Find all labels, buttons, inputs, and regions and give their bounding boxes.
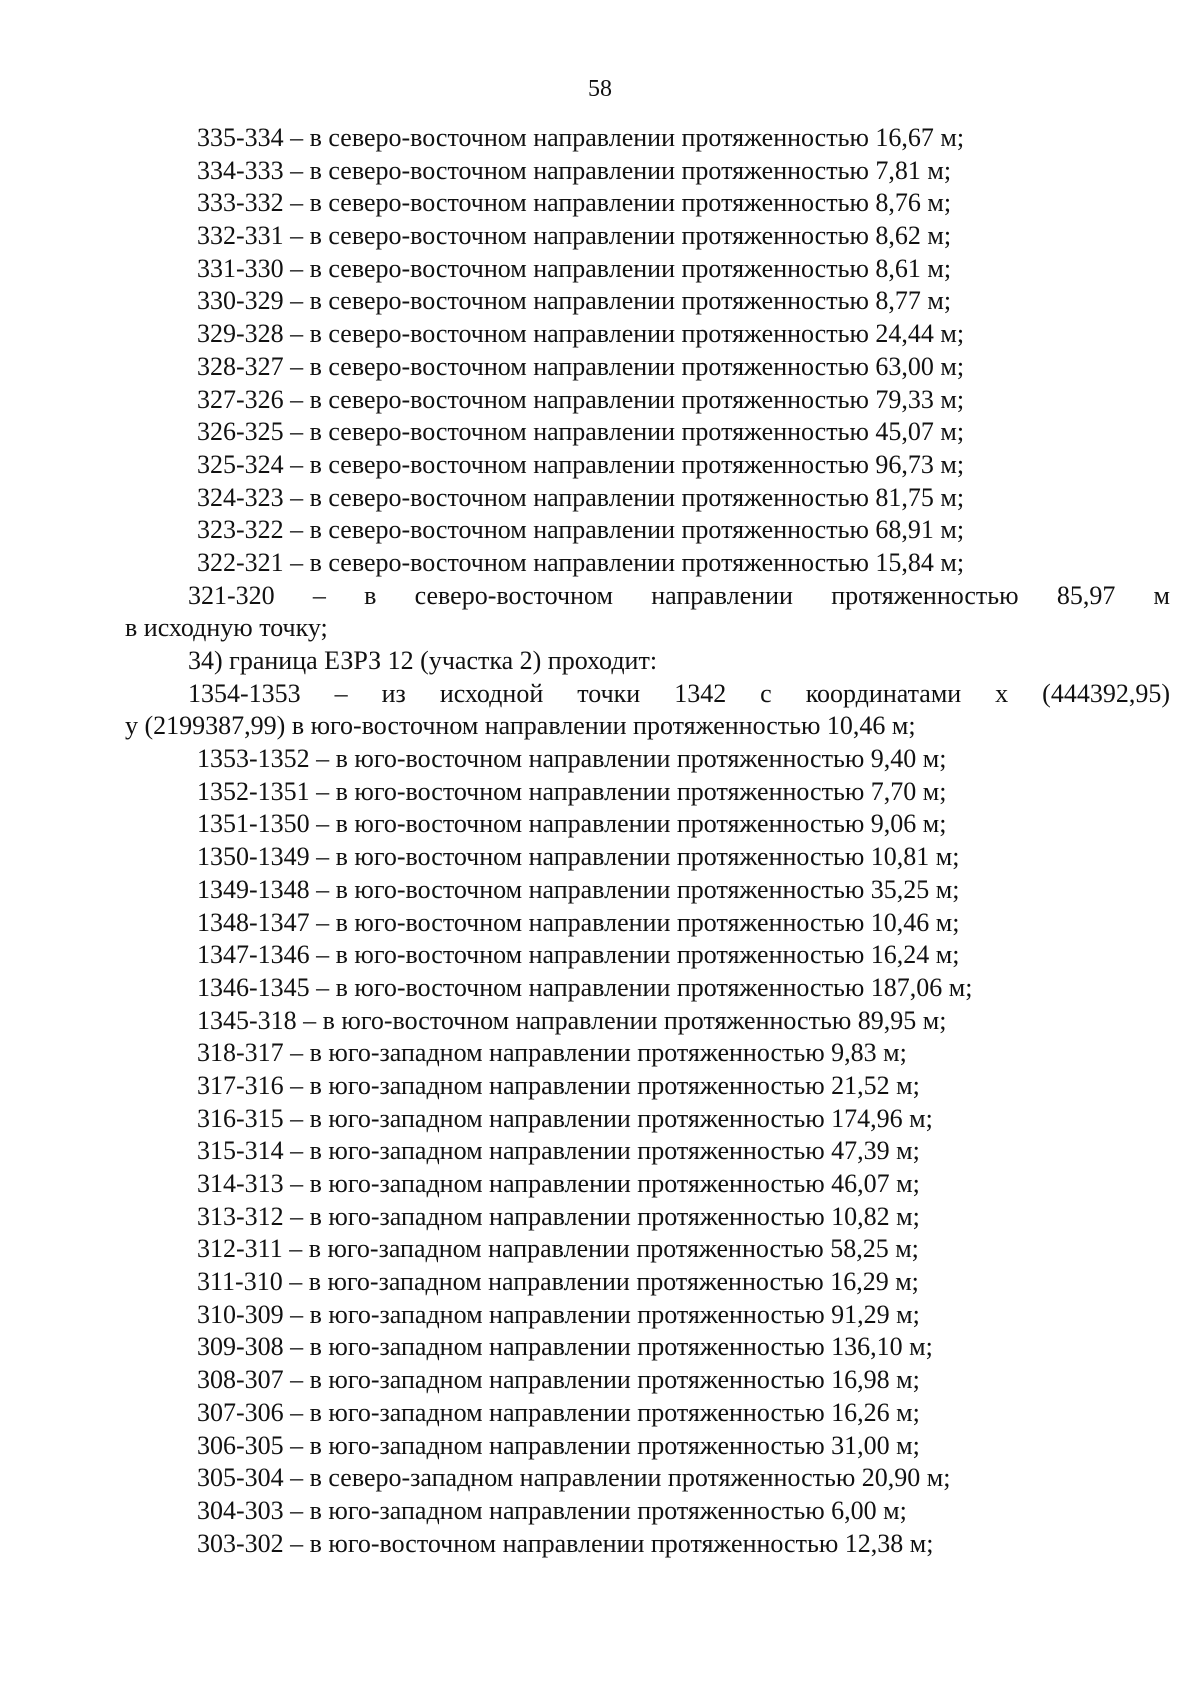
segment-list-northeast bbox=[125, 122, 1170, 580]
segment-line: 332-331 – в северо-восточном направлении протяженностью 8,62 м; bbox=[197, 221, 952, 251]
segment-line: 1353-1352 – в юго-восточном направлении протяженностью 9,40 м; bbox=[197, 744, 947, 774]
segment-line: 1349-1348 – в юго-восточном направлении протяженностью 35,25 м; bbox=[197, 874, 960, 904]
segment-line: 327-326 – в северо-восточном направлении протяженностью 79,33 м; bbox=[197, 384, 965, 414]
segment-line: 307-306 – в юго-западном направлении протяженностью 16,26 м; bbox=[197, 1397, 920, 1427]
segment-line-321-320 bbox=[125, 580, 1170, 613]
segment-line: 331-330 – в северо-восточном направлении протяженностью 8,61 м; bbox=[197, 253, 952, 283]
segment-line: 318-317 – в юго-западном направлении протяженностью 9,83 м; bbox=[197, 1038, 907, 1068]
segment-line: 329-328 – в северо-восточном направлении протяженностью 24,44 м; bbox=[197, 319, 965, 349]
segment-word: точки bbox=[577, 678, 641, 708]
segment-line: 323-322 – в северо-восточном направлении протяженностью 68,91 м; bbox=[197, 515, 965, 545]
segment-continuation: в исходную точку; bbox=[125, 613, 328, 643]
segment-line: 334-333 – в северо-восточном направлении протяженностью 7,81 м; bbox=[197, 155, 952, 185]
segment-word: исходной bbox=[439, 678, 544, 708]
segment-word: направлении bbox=[651, 580, 793, 610]
segment-word: с bbox=[760, 678, 772, 708]
section-heading: 34) граница ЕЗРЗ 12 (участка 2) проходит: bbox=[188, 646, 658, 675]
segment-line: 306-305 – в юго-западном направлении протяженностью 31,00 м; bbox=[197, 1430, 920, 1460]
segment-start-continuation: у (2199387,99) в юго-восточном направлении протяженностью 10,46 м; bbox=[125, 711, 916, 741]
segment-line: 314-313 – в юго-западном направлении протяженностью 46,07 м; bbox=[197, 1169, 920, 1198]
segment-line: 308-307 – в юго-западном направлении протяженностью 16,98 м; bbox=[197, 1365, 920, 1395]
segment-line: 305-304 – в северо-западном направлении протяженностью 20,90 м; bbox=[197, 1463, 951, 1493]
segment-list-ezrz-12 bbox=[125, 743, 1170, 1560]
segment-line: 311-310 – в юго-западном направлении протяженностью 16,29 м; bbox=[197, 1267, 919, 1297]
segment-line: 1351-1350 – в юго-восточном направлении протяженностью 9,06 м; bbox=[197, 809, 947, 839]
segment-line: 310-309 – в юго-западном направлении протяженностью 91,29 м; bbox=[197, 1299, 920, 1329]
segment-line: 303-302 – в юго-восточном направлении протяженностью 12,38 м; bbox=[197, 1528, 934, 1558]
segment-word: координатами bbox=[805, 678, 962, 708]
segment-word: м bbox=[1153, 580, 1170, 610]
segment-line: 322-321 – в северо-восточном направлении протяженностью 15,84 м; bbox=[197, 547, 965, 577]
segment-line: 328-327 – в северо-восточном направлении протяженностью 63,00 м; bbox=[197, 351, 965, 381]
segment-line: 333-332 – в северо-восточном направлении протяженностью 8,76 м; bbox=[197, 188, 952, 218]
segment-word: x bbox=[995, 678, 1009, 708]
segment-line: 317-316 – в юго-западном направлении протяженностью 21,52 м; bbox=[197, 1070, 920, 1100]
segment-line: 1346-1345 – в юго-восточном направлении протяженностью 187,06 м; bbox=[197, 972, 973, 1002]
segment-line: 1348-1347 – в юго-восточном направлении протяженностью 10,46 м; bbox=[197, 907, 960, 937]
segment-line: 1347-1346 – в юго-восточном направлении протяженностью 16,24 м; bbox=[197, 940, 960, 970]
segment-word: из bbox=[381, 678, 406, 708]
segment-line: 324-323 – в северо-восточном направлении протяженностью 81,75 м; bbox=[197, 482, 965, 512]
segment-line: 1352-1351 – в юго-восточном направлении протяженностью 7,70 м; bbox=[197, 776, 947, 806]
segment-word: в bbox=[364, 580, 377, 610]
segment-line: 309-308 – в юго-западном направлении протяженностью 136,10 м; bbox=[197, 1332, 933, 1362]
segment-line: 312-311 – в юго-западном направлении протяженностью 58,25 м; bbox=[197, 1234, 919, 1264]
segment-word: протяженностью bbox=[831, 580, 1019, 610]
segment-line: 1345-318 – в юго-восточном направлении протяженностью 89,95 м; bbox=[197, 1005, 947, 1035]
segment-line: 325-324 – в северо-восточном направлении протяженностью 96,73 м; bbox=[197, 449, 965, 479]
segment-line: 330-329 – в северо-восточном направлении протяженностью 8,77 м; bbox=[197, 286, 952, 316]
segment-line: 335-334 – в северо-восточном направлении протяженностью 16,67 м; bbox=[197, 123, 965, 152]
segment-line: 304-303 – в юго-западном направлении протяженностью 6,00 м; bbox=[197, 1495, 907, 1525]
boundary-description bbox=[125, 122, 1170, 1560]
segment-word: 1342 bbox=[674, 678, 727, 708]
segment-line: 315-314 – в юго-западном направлении протяженностью 47,39 м; bbox=[197, 1136, 920, 1166]
segment-line: 326-325 – в северо-восточном направлении протяженностью 45,07 м; bbox=[197, 417, 965, 447]
segment-line: 1350-1349 – в юго-восточном направлении протяженностью 10,81 м; bbox=[197, 842, 960, 872]
segment-word: 85,97 bbox=[1056, 580, 1116, 610]
segment-word: (444392,95) bbox=[1042, 678, 1170, 708]
segment-word: 321-320 bbox=[188, 580, 275, 610]
segment-word: 1354-1353 bbox=[188, 678, 301, 708]
page-number: 58 bbox=[588, 76, 612, 102]
segment-line: 316-315 – в юго-западном направлении протяженностью 174,96 м; bbox=[197, 1103, 933, 1133]
segment-word: – bbox=[334, 678, 348, 708]
segment-line: 313-312 – в юго-западном направлении протяженностью 10,82 м; bbox=[197, 1201, 920, 1231]
segment-line-1354-1353 bbox=[125, 678, 1170, 711]
segment-word: – bbox=[312, 580, 326, 610]
segment-word: северо-восточном bbox=[414, 580, 613, 610]
